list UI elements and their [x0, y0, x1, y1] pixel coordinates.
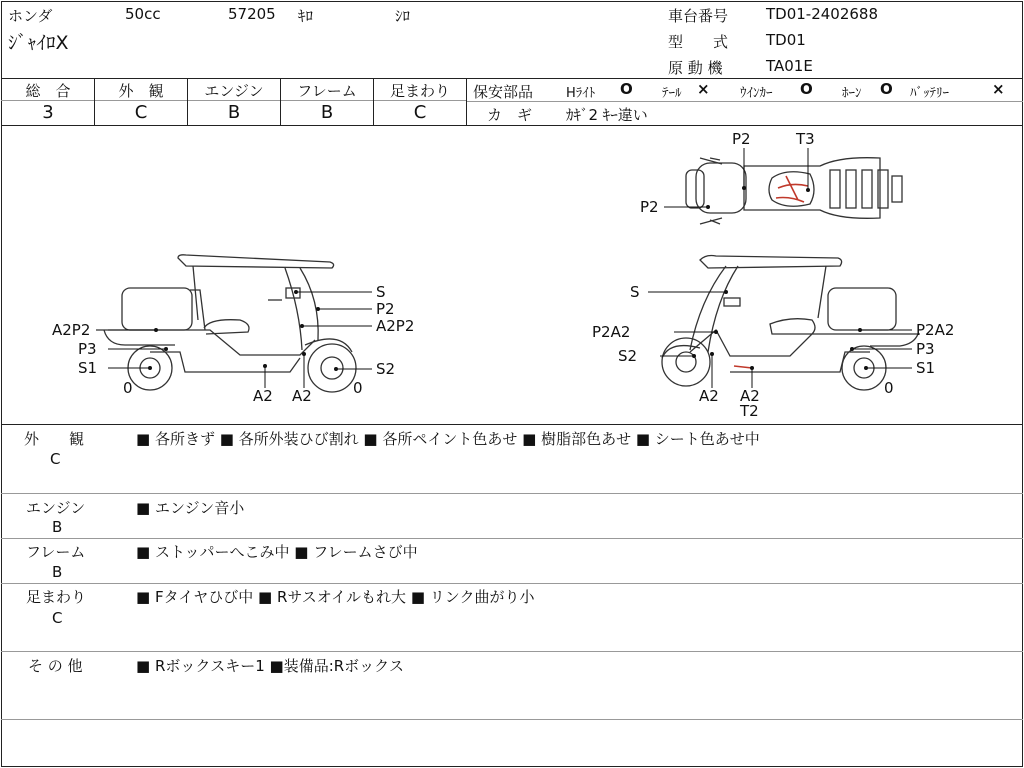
model-name: ｼﾞｬｲﾛX: [8, 32, 69, 54]
left-label-p3: P3: [78, 340, 97, 358]
frame-grade: B: [320, 102, 334, 123]
winker-mark: O: [800, 80, 813, 98]
right-label-p2a2-right: P2A2: [916, 321, 955, 339]
note-grade: B: [52, 518, 63, 536]
right-label-s: S: [630, 283, 640, 301]
note-text: ■ 各所きず ■ 各所外装ひび割れ ■ 各所ペイント色あせ ■ 樹脂部色あせ ■ シート色あせ中: [136, 430, 760, 448]
right-label-p3: P3: [916, 340, 935, 358]
color: ｼﾛ: [395, 7, 411, 25]
note-grade: C: [52, 609, 63, 627]
note-label: エンジン: [26, 499, 86, 517]
suspension-grade: C: [413, 102, 427, 123]
engine-grade-label: エンジン: [204, 82, 264, 100]
type-value: TD01: [766, 31, 806, 49]
note-label: そ の 他: [28, 657, 83, 675]
tail-mark: ×: [697, 80, 710, 98]
left-label-s: S: [376, 283, 386, 301]
top-label-p2-left: P2: [640, 198, 659, 216]
engine-label: 原 動 機: [668, 59, 723, 77]
divider: [1, 424, 1023, 425]
frame-grade-label: フレーム: [297, 82, 357, 100]
engine-model: TA01E: [766, 57, 813, 75]
horn-mark: O: [880, 80, 893, 98]
maker: ホンダ: [8, 7, 53, 25]
mileage-unit: ｷﾛ: [298, 7, 314, 25]
divider: [1, 493, 1023, 494]
damage-diagram: [0, 126, 1024, 424]
key-value: ｶｷﾞ2 ｷｰ違い: [566, 106, 648, 124]
left-label-a2p2-left: A2P2: [52, 321, 91, 339]
left-label-zero-rear: 0: [353, 379, 363, 397]
winker-label: ｳｲﾝｶｰ: [740, 86, 773, 101]
right-label-a2-b: A2: [740, 387, 760, 405]
right-label-p2a2-left: P2A2: [592, 323, 631, 341]
right-label-a2-a: A2: [699, 387, 719, 405]
tail-label: ﾃｰﾙ: [662, 86, 682, 101]
divider: [1, 719, 1023, 720]
divider: [466, 78, 467, 125]
note-grade: C: [50, 450, 61, 468]
overall-label: 総 合: [25, 82, 71, 100]
divider: [467, 101, 1023, 102]
note-label: 外 観: [24, 430, 85, 448]
divider: [1, 583, 1023, 584]
displacement: 50cc: [125, 5, 161, 23]
right-scooter-drawing: [662, 256, 920, 391]
exterior-grade: C: [134, 102, 148, 123]
note-label: 足まわり: [26, 588, 87, 606]
divider: [1, 78, 1023, 79]
frame-no: TD01-2402688: [766, 5, 879, 23]
left-label-a2-a: A2: [253, 387, 273, 405]
note-text: ■ ストッパーへこみ中 ■ フレームさび中: [136, 543, 418, 561]
right-label-s1: S1: [916, 359, 936, 377]
horn-label: ﾎｰﾝ: [842, 86, 862, 101]
leader-dots: [148, 186, 868, 371]
safety-label: 保安部品: [473, 83, 534, 101]
note-text: ■ Rボックスキー1 ■装備品:Rボックス: [136, 657, 405, 675]
top-label-t3: T3: [796, 130, 815, 148]
battery-label: ﾊﾞｯﾃﾘｰ: [910, 86, 949, 101]
note-text: ■ Fタイヤひび中 ■ Rサスオイルもれ大 ■ リンク曲がり小: [136, 588, 535, 606]
divider: [1, 651, 1023, 652]
battery-mark: ×: [992, 80, 1005, 98]
right-label-t2: T2: [740, 402, 759, 420]
frame-no-label: 車台番号: [668, 7, 729, 25]
engine-grade: B: [227, 102, 241, 123]
mileage: 57205: [228, 5, 276, 23]
right-label-s2: S2: [618, 347, 638, 365]
key-label: カ ギ: [487, 106, 533, 124]
exterior-label: 外 観: [118, 82, 164, 100]
type-label: 型 式: [668, 33, 729, 51]
left-label-s2: S2: [376, 360, 396, 378]
right-label-zero: 0: [884, 379, 894, 397]
headlight-label: Hﾗｲﾄ: [566, 86, 596, 101]
left-label-zero-front: 0: [123, 379, 133, 397]
note-grade: B: [52, 563, 63, 581]
left-label-a2-b: A2: [292, 387, 312, 405]
left-label-a2p2-right: A2P2: [376, 317, 415, 335]
note-text: ■ エンジン音小: [136, 499, 245, 517]
suspension-grade-label: 足まわり: [389, 82, 450, 100]
note-label: フレーム: [26, 543, 86, 561]
left-label-s1: S1: [78, 359, 98, 377]
overall-grade: 3: [42, 102, 54, 123]
left-label-p2: P2: [376, 300, 395, 318]
left-scooter-drawing: [96, 255, 356, 392]
divider: [1, 538, 1023, 539]
top-label-p2: P2: [732, 130, 751, 148]
headlight-mark: O: [620, 80, 633, 98]
